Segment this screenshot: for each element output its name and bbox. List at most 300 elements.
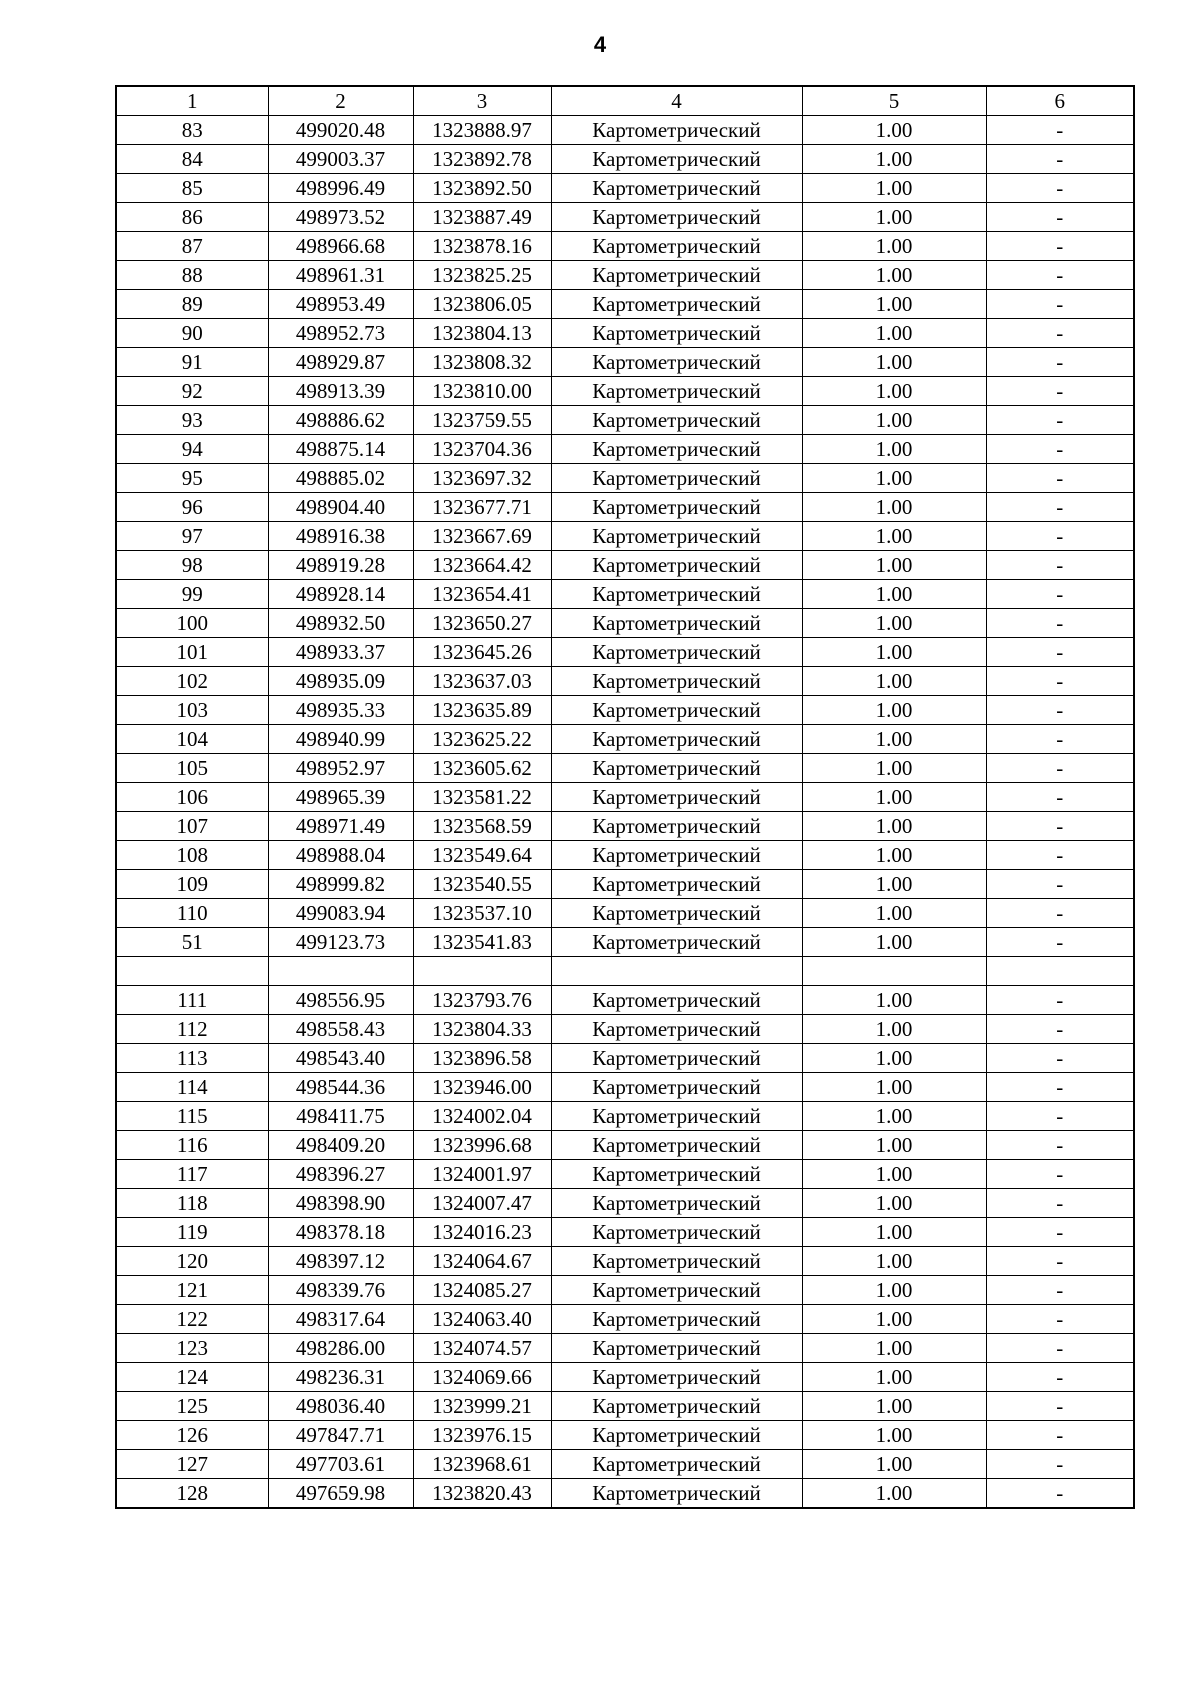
table-row [116, 957, 1134, 986]
table-row [116, 232, 1134, 261]
table-row [116, 841, 1134, 870]
table-row [116, 1479, 1134, 1509]
y-coordinate-cell: 1323581.22 [413, 783, 551, 812]
y-coordinate-cell: 1323878.16 [413, 232, 551, 261]
point-number-cell: 116 [116, 1131, 268, 1160]
y-coordinate-cell: 1323654.41 [413, 580, 551, 609]
description-cell: - [986, 1044, 1134, 1073]
accuracy-cell: 1.00 [802, 203, 986, 232]
method-cell: Картометрический [551, 203, 802, 232]
y-coordinate-cell: 1323637.03 [413, 667, 551, 696]
accuracy-cell: 1.00 [802, 638, 986, 667]
accuracy-cell: 1.00 [802, 348, 986, 377]
method-cell: Картометрический [551, 522, 802, 551]
x-coordinate-cell [268, 957, 413, 986]
method-cell: Картометрический [551, 638, 802, 667]
point-number-cell: 106 [116, 783, 268, 812]
y-coordinate-cell: 1323806.05 [413, 290, 551, 319]
y-coordinate-cell: 1323820.43 [413, 1479, 551, 1509]
table-row [116, 783, 1134, 812]
table-row [116, 319, 1134, 348]
y-coordinate-cell: 1323793.76 [413, 986, 551, 1015]
method-cell: Картометрический [551, 319, 802, 348]
accuracy-cell: 1.00 [802, 1421, 986, 1450]
point-number-cell: 91 [116, 348, 268, 377]
point-number-cell: 124 [116, 1363, 268, 1392]
page-number: 4 [593, 32, 607, 57]
method-cell: Картометрический [551, 580, 802, 609]
x-coordinate-cell: 498036.40 [268, 1392, 413, 1421]
table-row [116, 1276, 1134, 1305]
method-cell: Картометрический [551, 899, 802, 928]
accuracy-cell: 1.00 [802, 1305, 986, 1334]
point-number-cell: 125 [116, 1392, 268, 1421]
accuracy-cell: 1.00 [802, 464, 986, 493]
point-number-cell: 115 [116, 1102, 268, 1131]
method-cell: Картометрический [551, 290, 802, 319]
y-coordinate-cell: 1323896.58 [413, 1044, 551, 1073]
description-cell: - [986, 1363, 1134, 1392]
description-cell: - [986, 870, 1134, 899]
table-row [116, 1363, 1134, 1392]
table-row [116, 406, 1134, 435]
accuracy-cell: 1.00 [802, 783, 986, 812]
point-number-cell: 107 [116, 812, 268, 841]
point-number-cell: 128 [116, 1479, 268, 1509]
point-number-cell: 120 [116, 1247, 268, 1276]
x-coordinate-cell: 498543.40 [268, 1044, 413, 1073]
table-row [116, 870, 1134, 899]
x-coordinate-cell: 498409.20 [268, 1131, 413, 1160]
point-number-cell: 121 [116, 1276, 268, 1305]
x-coordinate-cell: 498556.95 [268, 986, 413, 1015]
description-cell: - [986, 667, 1134, 696]
description-cell: - [986, 1392, 1134, 1421]
method-cell: Картометрический [551, 1392, 802, 1421]
x-coordinate-cell: 498378.18 [268, 1218, 413, 1247]
point-number-cell: 94 [116, 435, 268, 464]
accuracy-cell: 1.00 [802, 1073, 986, 1102]
table-row [116, 464, 1134, 493]
description-cell: - [986, 1479, 1134, 1509]
y-coordinate-cell: 1323825.25 [413, 261, 551, 290]
accuracy-cell: 1.00 [802, 899, 986, 928]
y-coordinate-cell: 1324069.66 [413, 1363, 551, 1392]
accuracy-cell: 1.00 [802, 667, 986, 696]
y-coordinate-cell: 1324001.97 [413, 1160, 551, 1189]
description-cell: - [986, 290, 1134, 319]
x-coordinate-cell: 498933.37 [268, 638, 413, 667]
point-number-cell: 113 [116, 1044, 268, 1073]
accuracy-cell: 1.00 [802, 522, 986, 551]
description-cell: - [986, 348, 1134, 377]
column-header: 2 [268, 86, 413, 116]
table-row [116, 1102, 1134, 1131]
x-coordinate-cell: 498973.52 [268, 203, 413, 232]
table-row [116, 1131, 1134, 1160]
description-cell: - [986, 464, 1134, 493]
accuracy-cell: 1.00 [802, 1218, 986, 1247]
description-cell: - [986, 1189, 1134, 1218]
point-number-cell: 112 [116, 1015, 268, 1044]
x-coordinate-cell: 498961.31 [268, 261, 413, 290]
method-cell: Картометрический [551, 1421, 802, 1450]
table-row [116, 812, 1134, 841]
method-cell: Картометрический [551, 609, 802, 638]
table-row [116, 261, 1134, 290]
y-coordinate-cell: 1323537.10 [413, 899, 551, 928]
point-number-cell: 101 [116, 638, 268, 667]
x-coordinate-cell: 498999.82 [268, 870, 413, 899]
x-coordinate-cell: 499003.37 [268, 145, 413, 174]
table-row [116, 522, 1134, 551]
point-number-cell: 90 [116, 319, 268, 348]
y-coordinate-cell: 1323808.32 [413, 348, 551, 377]
y-coordinate-cell: 1323968.61 [413, 1450, 551, 1479]
method-cell: Картометрический [551, 1363, 802, 1392]
point-number-cell: 110 [116, 899, 268, 928]
x-coordinate-cell: 498929.87 [268, 348, 413, 377]
description-cell: - [986, 812, 1134, 841]
method-cell: Картометрический [551, 377, 802, 406]
accuracy-cell: 1.00 [802, 116, 986, 145]
accuracy-cell: 1.00 [802, 1479, 986, 1509]
table-row [116, 377, 1134, 406]
method-cell: Картометрический [551, 1450, 802, 1479]
x-coordinate-cell: 498952.73 [268, 319, 413, 348]
y-coordinate-cell: 1324007.47 [413, 1189, 551, 1218]
point-number-cell: 95 [116, 464, 268, 493]
y-coordinate-cell: 1323667.69 [413, 522, 551, 551]
accuracy-cell: 1.00 [802, 290, 986, 319]
accuracy-cell: 1.00 [802, 174, 986, 203]
x-coordinate-cell: 498916.38 [268, 522, 413, 551]
method-cell: Картометрический [551, 812, 802, 841]
x-coordinate-cell: 498886.62 [268, 406, 413, 435]
accuracy-cell: 1.00 [802, 986, 986, 1015]
accuracy-cell [802, 957, 986, 986]
table-row [116, 899, 1134, 928]
point-number-cell: 109 [116, 870, 268, 899]
y-coordinate-cell: 1323892.50 [413, 174, 551, 203]
y-coordinate-cell: 1323804.13 [413, 319, 551, 348]
description-cell: - [986, 1450, 1134, 1479]
column-header: 6 [986, 86, 1134, 116]
x-coordinate-cell: 498935.33 [268, 696, 413, 725]
table-row [116, 638, 1134, 667]
x-coordinate-cell: 499020.48 [268, 116, 413, 145]
x-coordinate-cell: 498971.49 [268, 812, 413, 841]
column-header: 3 [413, 86, 551, 116]
table-row [116, 986, 1134, 1015]
table-header-row [116, 86, 1134, 116]
x-coordinate-cell: 498544.36 [268, 1073, 413, 1102]
method-cell: Картометрический [551, 783, 802, 812]
x-coordinate-cell: 498411.75 [268, 1102, 413, 1131]
method-cell: Картометрический [551, 1044, 802, 1073]
description-cell: - [986, 1015, 1134, 1044]
point-number-cell: 123 [116, 1334, 268, 1363]
y-coordinate-cell: 1323976.15 [413, 1421, 551, 1450]
method-cell: Картометрический [551, 1218, 802, 1247]
accuracy-cell: 1.00 [802, 696, 986, 725]
description-cell [986, 957, 1134, 986]
method-cell: Картометрический [551, 174, 802, 203]
x-coordinate-cell: 498932.50 [268, 609, 413, 638]
x-coordinate-cell: 498286.00 [268, 1334, 413, 1363]
y-coordinate-cell: 1324074.57 [413, 1334, 551, 1363]
accuracy-cell: 1.00 [802, 261, 986, 290]
description-cell: - [986, 145, 1134, 174]
point-number-cell: 126 [116, 1421, 268, 1450]
x-coordinate-cell: 498935.09 [268, 667, 413, 696]
x-coordinate-cell: 498397.12 [268, 1247, 413, 1276]
description-cell: - [986, 580, 1134, 609]
y-coordinate-cell: 1324064.67 [413, 1247, 551, 1276]
table-row [116, 754, 1134, 783]
x-coordinate-cell: 498953.49 [268, 290, 413, 319]
point-number-cell: 51 [116, 928, 268, 957]
description-cell: - [986, 1305, 1134, 1334]
y-coordinate-cell: 1323999.21 [413, 1392, 551, 1421]
accuracy-cell: 1.00 [802, 1363, 986, 1392]
point-number-cell: 99 [116, 580, 268, 609]
x-coordinate-cell: 498875.14 [268, 435, 413, 464]
description-cell: - [986, 493, 1134, 522]
point-number-cell: 122 [116, 1305, 268, 1334]
point-number-cell: 105 [116, 754, 268, 783]
method-cell: Картометрический [551, 1479, 802, 1509]
method-cell: Картометрический [551, 1102, 802, 1131]
method-cell: Картометрический [551, 493, 802, 522]
point-number-cell: 114 [116, 1073, 268, 1102]
y-coordinate-cell: 1323888.97 [413, 116, 551, 145]
accuracy-cell: 1.00 [802, 754, 986, 783]
description-cell: - [986, 319, 1134, 348]
accuracy-cell: 1.00 [802, 580, 986, 609]
point-number-cell [116, 957, 268, 986]
table-row [116, 1450, 1134, 1479]
table-row [116, 725, 1134, 754]
x-coordinate-cell: 498885.02 [268, 464, 413, 493]
y-coordinate-cell: 1323664.42 [413, 551, 551, 580]
point-number-cell: 89 [116, 290, 268, 319]
y-coordinate-cell: 1324002.04 [413, 1102, 551, 1131]
x-coordinate-cell: 498988.04 [268, 841, 413, 870]
y-coordinate-cell: 1323625.22 [413, 725, 551, 754]
point-number-cell: 84 [116, 145, 268, 174]
point-number-cell: 92 [116, 377, 268, 406]
method-cell: Картометрический [551, 116, 802, 145]
description-cell: - [986, 1073, 1134, 1102]
y-coordinate-cell: 1323887.49 [413, 203, 551, 232]
accuracy-cell: 1.00 [802, 870, 986, 899]
point-number-cell: 96 [116, 493, 268, 522]
x-coordinate-cell: 498904.40 [268, 493, 413, 522]
accuracy-cell: 1.00 [802, 1392, 986, 1421]
point-number-cell: 119 [116, 1218, 268, 1247]
y-coordinate-cell: 1323568.59 [413, 812, 551, 841]
column-header: 5 [802, 86, 986, 116]
method-cell: Картометрический [551, 841, 802, 870]
point-number-cell: 118 [116, 1189, 268, 1218]
description-cell: - [986, 406, 1134, 435]
y-coordinate-cell: 1324016.23 [413, 1218, 551, 1247]
y-coordinate-cell: 1323645.26 [413, 638, 551, 667]
accuracy-cell: 1.00 [802, 1276, 986, 1305]
accuracy-cell: 1.00 [802, 928, 986, 957]
accuracy-cell: 1.00 [802, 377, 986, 406]
description-cell: - [986, 1218, 1134, 1247]
x-coordinate-cell: 498398.90 [268, 1189, 413, 1218]
table-row [116, 1247, 1134, 1276]
point-number-cell: 88 [116, 261, 268, 290]
method-cell: Картометрический [551, 551, 802, 580]
description-cell: - [986, 1160, 1134, 1189]
table-row [116, 290, 1134, 319]
x-coordinate-cell: 498913.39 [268, 377, 413, 406]
table-row [116, 1218, 1134, 1247]
method-cell [551, 957, 802, 986]
accuracy-cell: 1.00 [802, 725, 986, 754]
method-cell: Картометрический [551, 725, 802, 754]
accuracy-cell: 1.00 [802, 406, 986, 435]
description-cell: - [986, 116, 1134, 145]
description-cell: - [986, 899, 1134, 928]
accuracy-cell: 1.00 [802, 1102, 986, 1131]
table-row [116, 1044, 1134, 1073]
description-cell: - [986, 174, 1134, 203]
table-row [116, 1160, 1134, 1189]
method-cell: Картометрический [551, 348, 802, 377]
method-cell: Картометрический [551, 1334, 802, 1363]
column-header: 4 [551, 86, 802, 116]
method-cell: Картометрический [551, 145, 802, 174]
point-number-cell: 86 [116, 203, 268, 232]
accuracy-cell: 1.00 [802, 435, 986, 464]
x-coordinate-cell: 498558.43 [268, 1015, 413, 1044]
table-row [116, 435, 1134, 464]
point-number-cell: 85 [116, 174, 268, 203]
y-coordinate-cell: 1324085.27 [413, 1276, 551, 1305]
y-coordinate-cell: 1323996.68 [413, 1131, 551, 1160]
point-number-cell: 87 [116, 232, 268, 261]
accuracy-cell: 1.00 [802, 551, 986, 580]
method-cell: Картометрический [551, 928, 802, 957]
description-cell: - [986, 609, 1134, 638]
point-number-cell: 104 [116, 725, 268, 754]
table-row [116, 1421, 1134, 1450]
description-cell: - [986, 203, 1134, 232]
x-coordinate-cell: 498965.39 [268, 783, 413, 812]
accuracy-cell: 1.00 [802, 1247, 986, 1276]
y-coordinate-cell: 1323697.32 [413, 464, 551, 493]
table-row [116, 1073, 1134, 1102]
description-cell: - [986, 754, 1134, 783]
y-coordinate-cell: 1323804.33 [413, 1015, 551, 1044]
table-row [116, 928, 1134, 957]
x-coordinate-cell: 499083.94 [268, 899, 413, 928]
description-cell: - [986, 551, 1134, 580]
point-number-cell: 93 [116, 406, 268, 435]
x-coordinate-cell: 498940.99 [268, 725, 413, 754]
coordinates-table [115, 85, 1135, 1509]
x-coordinate-cell: 498996.49 [268, 174, 413, 203]
description-cell: - [986, 435, 1134, 464]
accuracy-cell: 1.00 [802, 841, 986, 870]
x-coordinate-cell: 498396.27 [268, 1160, 413, 1189]
accuracy-cell: 1.00 [802, 1015, 986, 1044]
accuracy-cell: 1.00 [802, 1450, 986, 1479]
x-coordinate-cell: 497659.98 [268, 1479, 413, 1509]
table-row [116, 696, 1134, 725]
accuracy-cell: 1.00 [802, 493, 986, 522]
y-coordinate-cell: 1323677.71 [413, 493, 551, 522]
method-cell: Картометрический [551, 1015, 802, 1044]
accuracy-cell: 1.00 [802, 609, 986, 638]
table-row [116, 1015, 1134, 1044]
table-row [116, 348, 1134, 377]
table-row [116, 551, 1134, 580]
method-cell: Картометрический [551, 1073, 802, 1102]
x-coordinate-cell: 497703.61 [268, 1450, 413, 1479]
description-cell: - [986, 1276, 1134, 1305]
method-cell: Картометрический [551, 1305, 802, 1334]
table-row [116, 116, 1134, 145]
point-number-cell: 98 [116, 551, 268, 580]
x-coordinate-cell: 498952.97 [268, 754, 413, 783]
point-number-cell: 100 [116, 609, 268, 638]
point-number-cell: 102 [116, 667, 268, 696]
description-cell: - [986, 377, 1134, 406]
table-row [116, 609, 1134, 638]
method-cell: Картометрический [551, 232, 802, 261]
y-coordinate-cell: 1323540.55 [413, 870, 551, 899]
accuracy-cell: 1.00 [802, 812, 986, 841]
y-coordinate-cell [413, 957, 551, 986]
method-cell: Картометрический [551, 986, 802, 1015]
method-cell: Картометрический [551, 1131, 802, 1160]
accuracy-cell: 1.00 [802, 1189, 986, 1218]
table-row [116, 580, 1134, 609]
point-number-cell: 117 [116, 1160, 268, 1189]
method-cell: Картометрический [551, 261, 802, 290]
method-cell: Картометрический [551, 1160, 802, 1189]
point-number-cell: 83 [116, 116, 268, 145]
description-cell: - [986, 783, 1134, 812]
x-coordinate-cell: 498339.76 [268, 1276, 413, 1305]
method-cell: Картометрический [551, 754, 802, 783]
method-cell: Картометрический [551, 870, 802, 899]
point-number-cell: 103 [116, 696, 268, 725]
description-cell: - [986, 232, 1134, 261]
y-coordinate-cell: 1323650.27 [413, 609, 551, 638]
x-coordinate-cell: 498236.31 [268, 1363, 413, 1392]
description-cell: - [986, 1334, 1134, 1363]
table-row [116, 203, 1134, 232]
accuracy-cell: 1.00 [802, 1334, 986, 1363]
y-coordinate-cell: 1323635.89 [413, 696, 551, 725]
y-coordinate-cell: 1323759.55 [413, 406, 551, 435]
method-cell: Картометрический [551, 1247, 802, 1276]
table-row [116, 1305, 1134, 1334]
method-cell: Картометрический [551, 1276, 802, 1305]
y-coordinate-cell: 1323810.00 [413, 377, 551, 406]
description-cell: - [986, 1131, 1134, 1160]
x-coordinate-cell: 498919.28 [268, 551, 413, 580]
description-cell: - [986, 928, 1134, 957]
description-cell: - [986, 725, 1134, 754]
